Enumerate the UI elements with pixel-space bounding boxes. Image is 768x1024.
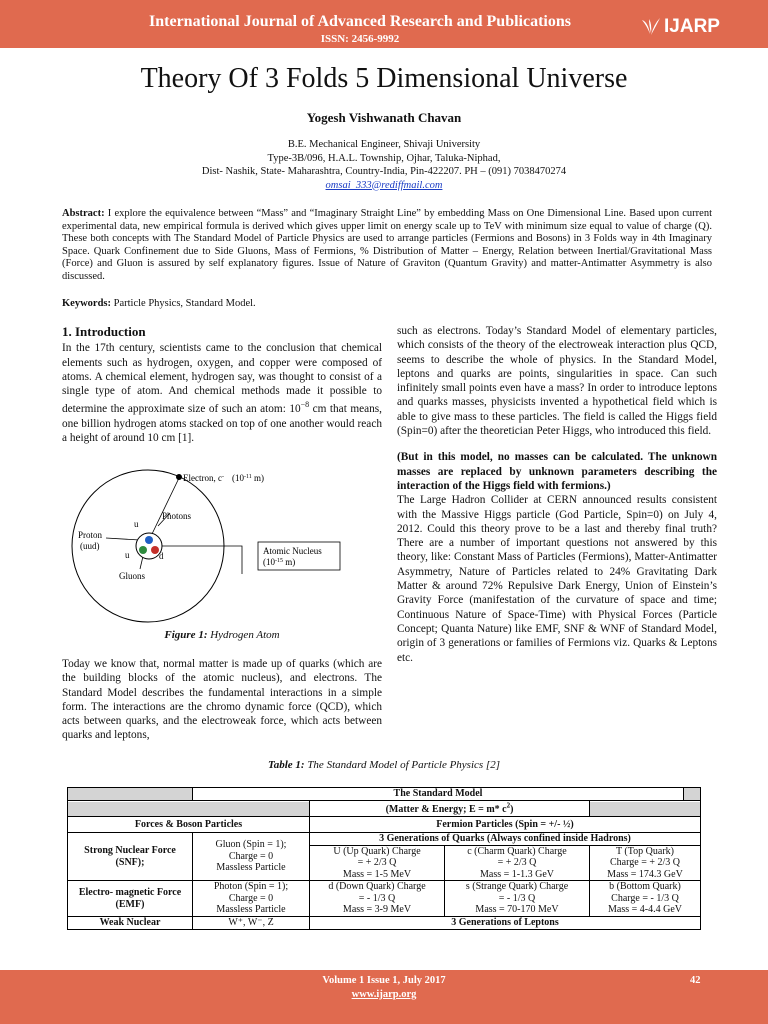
- footer-volume: Volume 1 Issue 1, July 2017: [322, 975, 446, 986]
- right-column: [397, 324, 717, 665]
- journal-title: International Journal of Advanced Research and Publications: [149, 13, 571, 30]
- intro-bold-paragraph: (But in this model, no masses can be calculated. The unknown masses are replaced by unknown parameters describing the interaction of the Higgs field with fermions.): [397, 451, 717, 492]
- bottom-quark-cell: b (Bottom Quark) Charge = - 1/3 Q Mass = 4-4.4 GeV: [590, 881, 701, 917]
- quark-up-1: [145, 536, 153, 544]
- keywords-text: Particle Physics, Standard Model.: [113, 298, 256, 309]
- nucleus-label: Atomic Nucleus: [263, 546, 322, 556]
- quark-up-2: [139, 546, 147, 554]
- up-quark-cell: U (Up Quark) Charge = + 2/3 Q Mass = 1-5 MeV: [310, 845, 445, 881]
- abstract-label: Abstract:: [62, 208, 105, 219]
- page-number: 42: [690, 975, 701, 986]
- svg-text:Electron, c-(10-11 m): Electron, c- ($10^{-11}$ m): [183, 473, 265, 483]
- left-column-bottom: [62, 657, 382, 743]
- keywords-label: Keywords:: [62, 298, 111, 309]
- charm-quark-cell: c (Charm Quark) Charge = + 2/3 Q Mass = 1-1.3 GeV: [445, 845, 590, 881]
- affiliation-line-2: Type-3B/096, H.A.L. Township, Ojhar, Taluka-Niphad,: [267, 152, 501, 164]
- intro-paragraph-1: In the 17th century, scientists came to the conclusion that chemical elements such as hydrogen, oxygen, and copper were composed of atoms. A chemical element, hydrogen say, was thought to consist of a single type of atom. And chemical methods made it possible to determine the approximate size of such an atom: $10^{-8}$ cm that means, one billion hydrogen atoms stacked on top of one another would reach a height of around 10 cm [1].: [62, 342, 382, 444]
- journal-header: [0, 0, 768, 48]
- standard-model-table: [67, 787, 701, 930]
- ijarp-logo: [664, 16, 720, 38]
- svg-text:u: u: [125, 550, 130, 560]
- strange-quark-cell: s (Strange Quark) Charge = - 1/3 Q Mass = 70-170 MeV: [445, 881, 590, 917]
- journal-issn: ISSN: 2456-9992: [320, 33, 400, 45]
- figure-hydrogen-atom: [62, 468, 382, 626]
- table-row-weak-bosons: W⁺, W⁻, Z: [193, 916, 310, 929]
- table-row-weak-force: Weak Nuclear: [68, 916, 193, 929]
- logo-text: IJARP: [664, 16, 720, 37]
- intro-paragraph-4: The Large Hadron Collider at CERN announced results consistent with the Massive Higgs particle (God Particle, Spin=0) on July 4, 2012. Could this theory prove to be a last and thereby final truth? There are a number of important questions not answered by this theory, like: Constant Mass of Particles (Fermions), Matter-Antimatter Asymmetry, Nature of Particles related to 24% Gravitating Dark Matter & around 72% Repulsive Dark Energy, Union of Einstein’s Gravity Force (manifestation of the curvature of space and time; Continuous Nature of Space-Time) with Physical Forces (Particle Concept; Quanta Nature) like EMF, SNF & WNF of Standard Model, origin of 3 generations or families of Fermions viz. Quarks & Leptons etc.: [397, 494, 717, 664]
- paper-title: Theory Of 3 Folds 5 Dimensional Universe: [140, 63, 628, 94]
- down-quark-cell: d (Down Quark) Charge = - 1/3 Q Mass = 3-9 MeV: [310, 881, 445, 917]
- intro-paragraph-2: Today we know that, normal matter is made up of quarks (which are the building blocks of the atomic nucleus), and electrons. The Standard Model describes the fundamental interactions in a simple form. The interactions are the chromo dynamic force (QCD), which acts between quarks, and the electroweak force, which acts between quarks and leptons,: [62, 658, 382, 742]
- author-email-link[interactable]: omsai_333@rediffmail.com: [325, 179, 443, 191]
- table-subtitle: (Matter & Energy; E = m* $c^2$): [310, 801, 590, 817]
- figure-caption: Figure 1: Hydrogen Atom: [164, 629, 280, 641]
- left-column-top: [62, 325, 382, 445]
- journal-footer: [0, 970, 768, 1024]
- intro-paragraph-3: such as electrons. Today’s Standard Model of elementary particles, which consists of the theory of the electroweak interaction plus QCD, seems to describe the whole of physics. In the Standard Model, leptons and quarks are points, singularities in space. Can such infinitely small points even have a mass? In order to introduce leptons and quarks masses, physicists invented a hypothetical field which is able to give mass to these particles. The field is called the Higgs field (Spin=0) after the theoretician Peter Higgs, who introduced this field.: [397, 325, 717, 438]
- footer-website-link[interactable]: www.ijarp.org: [351, 989, 417, 1000]
- abstract-text: I explore the equivalence between “Mass” and “Imaginary Straight Line” by embedding Mass on One Dimensional Line. Based upon current experimental data, new empirical formula is derived which gives upper limit on energy scale up to TeV with minimum size equal to value of charge (Q). These both concepts with The Standard Model of Particle Physics are used to arrange particles (Fermions and Bosons) in 3 Folds way in 4th Imaginary Space. Quark Confinement due to Side Gluons, Mass of Fermions, % Distribution of Matter – Energy, Relation between Inertial/Gravitational Mass (Force) and Gluon is assured by self explanatory figures. Issue of Nature of Graviton (Quantum Gravity) and matter-Antimatter Asymmetry is also discussed.: [62, 208, 712, 282]
- table-row-snf-force: Strong Nuclear Force (SNF);: [68, 832, 193, 881]
- table-row-emf-force: Electro- magnetic Force (EMF): [68, 881, 193, 917]
- paper-author: Yogesh Vishwanath Chavan: [306, 110, 462, 125]
- svg-text:(10-15 m): ($10^{-15}$ m): [263, 557, 296, 567]
- fermion-header: Fermion Particles (Spin = +/- ½): [310, 816, 701, 832]
- leaf-logo-icon: [640, 16, 662, 38]
- svg-text:u: u: [134, 519, 139, 529]
- quark-down: [151, 546, 159, 554]
- table-row-snf-boson: Gluon (Spin = 1); Charge = 0 Massless Particle: [193, 832, 310, 881]
- leptons-header: 3 Generations of Leptons: [310, 916, 701, 929]
- gluons-label: Gluons: [119, 571, 146, 581]
- top-quark-cell: T (Top Quark) Charge = + 2/3 Q Mass = 174.3 GeV: [590, 845, 701, 881]
- affiliation-line-1: B.E. Mechanical Engineer, Shivaji University: [287, 139, 481, 150]
- quarks-header: 3 Generations of Quarks (Always confined inside Hadrons): [310, 832, 701, 845]
- table-caption: Table 1: The Standard Model of Particle Physics [2]: [268, 759, 500, 771]
- table-title: The Standard Model: [193, 788, 684, 801]
- table-row-emf-boson: Photon (Spin = 1); Charge = 0 Massless Particle: [193, 881, 310, 917]
- section-heading-introduction: 1. Introduction: [62, 324, 146, 339]
- abstract: [62, 208, 712, 284]
- proton-label: Proton: [78, 530, 103, 540]
- forces-header: Forces & Boson Particles: [68, 816, 310, 832]
- keywords: [62, 298, 256, 309]
- affiliation-line-3: Dist- Nashik, State- Maharashtra, Country-India, Pin-422207. PH – (091) 7038470274: [201, 166, 567, 177]
- photons-label: Photons: [162, 511, 192, 521]
- electron: [176, 474, 182, 480]
- proton-composition: (uud): [80, 541, 100, 551]
- svg-text:d: d: [159, 551, 164, 561]
- author-affiliation: [0, 138, 768, 192]
